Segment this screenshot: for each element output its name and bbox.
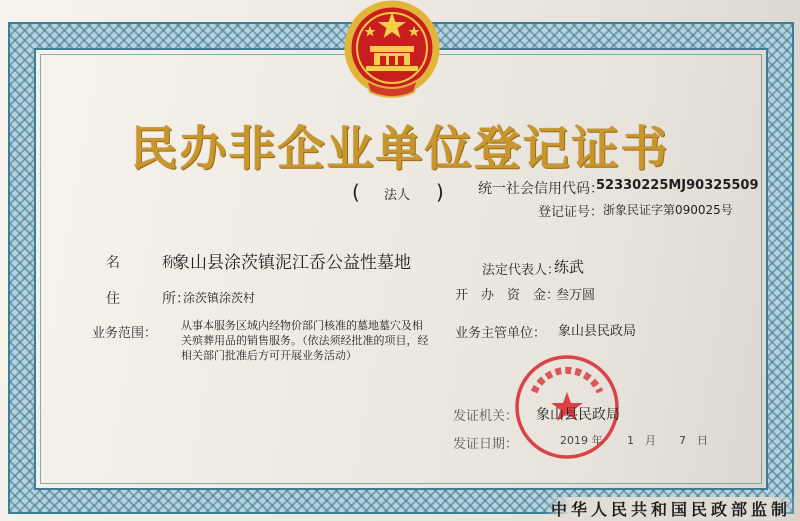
name-label: 名 称： xyxy=(106,255,190,271)
authority-label: 业务主管单位： xyxy=(455,326,547,341)
address-value: 涂茨镇涂茨村 xyxy=(183,291,256,305)
scope-label: 业务范围： xyxy=(92,326,158,341)
issue-date-year: 2019 年 xyxy=(560,434,603,447)
capital-value: 叁万圆 xyxy=(556,288,596,303)
capital-label: 开 办 资 金： xyxy=(455,288,560,303)
national-emblem-icon xyxy=(336,0,448,104)
issue-date-month: 1 月 xyxy=(627,434,656,447)
scope-value: 从事本服务区域内经物价部门核准的墓地墓穴及相关殡葬用品的销售服务。（依法须经批准的项目，经相关部门批准后方可开展业务活动） xyxy=(181,319,429,362)
supervisor-footer: 中华人民共和国民政部监制 xyxy=(545,497,797,520)
issue-date-day: 7 日 xyxy=(679,434,708,447)
type-paren-close: ) xyxy=(436,180,444,204)
issuer-label: 发证机关： xyxy=(453,409,519,424)
credit-code-value: 52330225MJ90325509 xyxy=(596,178,759,193)
authority-value: 象山县民政局 xyxy=(558,324,637,339)
legal-rep-value: 练武 xyxy=(554,258,585,276)
issuer-value: 象山县民政局 xyxy=(536,407,620,423)
registration-no-value: 浙象民证字第090025号 xyxy=(603,203,733,217)
name-value: 象山县涂茨镇泥江岙公益性墓地 xyxy=(173,253,411,273)
legal-rep-label: 法定代表人： xyxy=(482,263,561,278)
certificate-title: 民办非企业单位登记证书 xyxy=(130,122,670,177)
issue-date-label: 发证日期： xyxy=(453,437,519,452)
registration-no-label: 登记证号： xyxy=(538,205,604,220)
type-paren-open: ( xyxy=(352,180,360,204)
organization-type: 法人 xyxy=(384,188,411,203)
credit-code-label: 统一社会信用代码： xyxy=(478,181,604,197)
address-label: 住 所： xyxy=(106,291,190,307)
